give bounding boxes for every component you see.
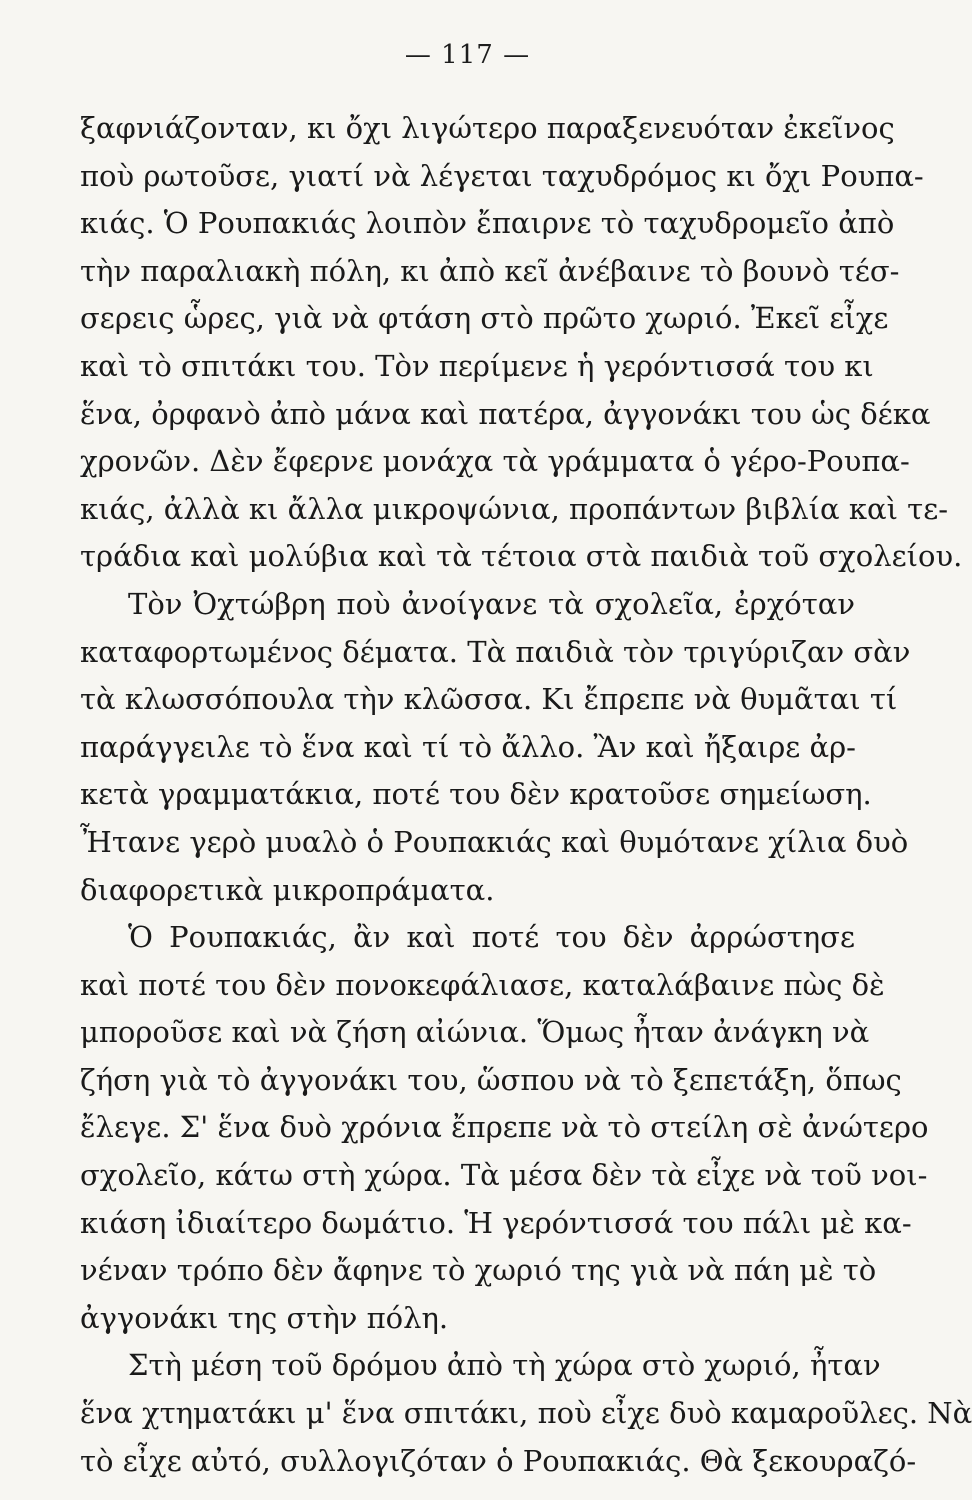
text-line: μποροῦσε καὶ νὰ ζήση αἰώνια. Ὅμως ἦταν ἀνάγκη νὰ	[80, 1015, 870, 1050]
text-line: ξαφνιάζονταν, κι ὄχι λιγώτερο παραξενευόταν ἐκεῖνος	[80, 111, 895, 145]
text-line: Ὁ Ρουπακιάς, ἂν καὶ ποτέ του δὲν ἀρρώστησε	[128, 920, 855, 955]
text-line: κετὰ γραμματάκια, ποτέ του δὲν κρατοῦσε σημείωση.	[80, 777, 872, 812]
text-line: τὸ εἶχε αὐτό, συλλογιζόταν ὁ Ρουπακιάς. Θὰ ξεκουραζό-	[80, 1443, 917, 1478]
text-line: κιάς. Ὁ Ρουπακιάς λοιπὸν ἔπαιρνε τὸ ταχυδρομεῖο ἀπὸ	[80, 206, 895, 241]
text-line: Ἦτανε γερὸ μυαλὸ ὁ Ρουπακιάς καὶ θυμότανε χίλια δυὸ	[80, 824, 909, 859]
text-line: ζήση γιὰ τὸ ἀγγονάκι του, ὥσπου νὰ τὸ ξεπετάξη, ὅπως	[80, 1062, 902, 1097]
text-line: τὴν παραλιακὴ πόλη, κι ἀπὸ κεῖ ἀνέβαινε τὸ βουνὸ τέσ-	[80, 253, 900, 288]
text-line: ἔλεγε. Σ' ἕνα δυὸ χρόνια ἔπρεπε νὰ τὸ στείλη σὲ ἀνώτερο	[80, 1110, 929, 1145]
text-line: κιάς, ἀλλὰ κι ἄλλα μικροψώνια, προπάντων βιβλία καὶ τε-	[80, 491, 949, 526]
text-line: ἕνα, ὀρφανὸ ἀπὸ μάνα καὶ πατέρα, ἀγγονάκι του ὡς δέκα	[80, 396, 931, 431]
text-line: καταφορτωμένος δέματα. Τὰ παιδιὰ τὸν τριγύριζαν σὰν	[80, 634, 911, 669]
text-line: Στὴ μέση τοῦ δρόμου ἀπὸ τὴ χώρα στὸ χωριό, ἦταν	[128, 1348, 881, 1383]
text-line: καὶ τὸ σπιτάκι του. Τὸν περίμενε ἡ γερόντισσά του κι	[80, 348, 874, 383]
page-number: — 117 —	[404, 40, 531, 70]
text-line: τράδια καὶ μολύβια καὶ τὰ τέτοια στὰ παιδιὰ τοῦ σχολείου.	[80, 539, 963, 574]
text-line: τὰ κλωσσόπουλα τὴν κλῶσσα. Κι ἔπρεπε νὰ θυμᾶται τί	[80, 682, 898, 717]
text-line: διαφορετικὰ μικροπράματα.	[80, 872, 495, 907]
text-line: νέναν τρόπο δὲν ἄφηνε τὸ χωριό της γιὰ νὰ πάη μὲ τὸ	[80, 1253, 877, 1288]
text-line: Τὸν Ὀχτώβρη ποὺ ἀνοίγανε τὰ σχολεῖα, ἐρχόταν	[128, 586, 855, 621]
text-line: σχολεῖο, κάτω στὴ χώρα. Τὰ μέσα δὲν τὰ εἶχε νὰ τοῦ νοι-	[80, 1158, 928, 1193]
text-line: κιάση ἰδιαίτερο δωμάτιο. Ἡ γερόντισσά του πάλι μὲ κα-	[80, 1205, 912, 1240]
text-line: ποὺ ρωτοῦσε, γιατί νὰ λέγεται ταχυδρόμος κι ὄχι Ρουπα-	[80, 158, 924, 193]
text-line: ἀγγονάκι της στὴν πόλη.	[80, 1300, 449, 1335]
text-line: καὶ ποτέ του δὲν πονοκεφάλιασε, καταλάβαινε πὼς δὲ	[80, 967, 885, 1002]
text-line: ἕνα χτηματάκι μ' ἕνα σπιτάκι, ποὺ εἶχε δυὸ καμαροῦλες. Νὰ	[80, 1396, 972, 1431]
text-line: χρονῶν. Δὲν ἔφερνε μονάχα τὰ γράμματα ὁ γέρο-Ρουπα-	[80, 444, 910, 479]
text-line: σερεις ὧρες, γιὰ νὰ φτάση στὸ πρῶτο χωριό. Ἐκεῖ εἶχε	[80, 301, 889, 336]
body-text	[80, 105, 972, 1485]
text-line: παράγγειλε τὸ ἕνα καὶ τί τὸ ἄλλο. Ἂν καὶ ἤξαιρε ἀρ-	[80, 729, 856, 764]
